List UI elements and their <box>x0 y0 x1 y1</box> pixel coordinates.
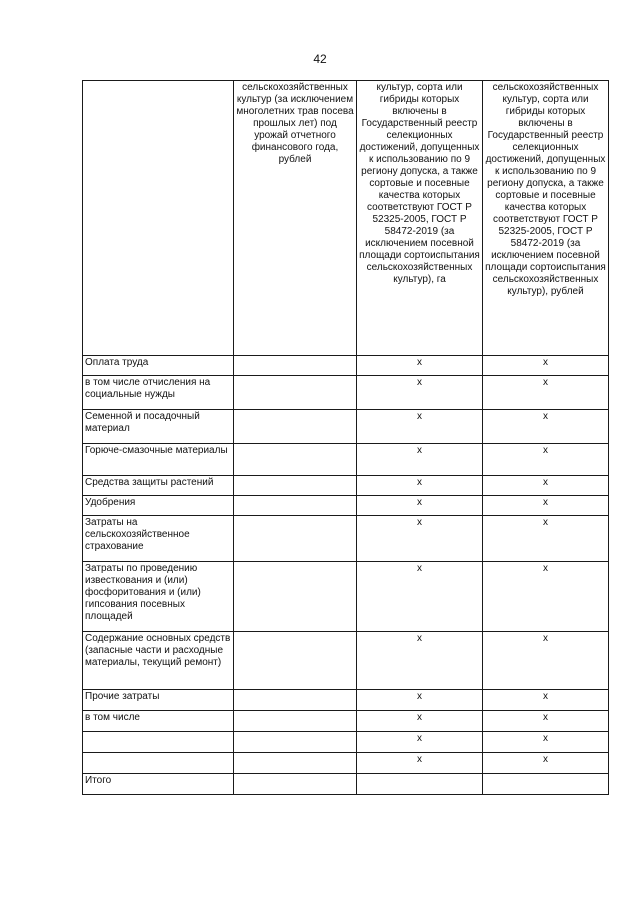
mark-cell: x <box>357 376 483 410</box>
mark-cell: x <box>483 690 609 711</box>
row-label: в том числе <box>83 711 234 732</box>
table-row <box>83 496 609 516</box>
mark-cell: x <box>357 496 483 516</box>
value-cell <box>234 732 357 753</box>
mark-cell: x <box>483 562 609 632</box>
mark-cell: x <box>357 753 483 774</box>
mark-cell: x <box>483 711 609 732</box>
mark-cell: x <box>483 732 609 753</box>
row-label: Удобрения <box>83 496 234 516</box>
header-cell-4: сельскохозяйственных культур, сорта или гибриды которых включены в Государственный реестр селекционных достижений, допущенных к использованию по 9 региону допуска, а также сортовые и посевные качества которых соответствуют ГОСТ Р 52325-2005, ГОСТ Р 58472-2019 (за исключением посевной площади сортоиспытания сельскохозяйственных культур), рублей <box>483 81 609 356</box>
row-label: Затраты по проведению известкования и (или) фосфоритования и (или) гипсования посевных площадей <box>83 562 234 632</box>
mark-cell: x <box>483 496 609 516</box>
value-cell <box>234 410 357 444</box>
table-row <box>83 476 609 496</box>
row-label: Содержание основных средств (запасные части и расходные материалы, текущий ремонт) <box>83 632 234 690</box>
table-row <box>83 376 609 410</box>
table-row <box>83 690 609 711</box>
mark-cell: x <box>483 516 609 562</box>
table-row <box>83 516 609 562</box>
mark-cell: x <box>483 753 609 774</box>
value-cell <box>234 496 357 516</box>
mark-cell: x <box>357 732 483 753</box>
table-row <box>83 410 609 444</box>
mark-cell: x <box>357 476 483 496</box>
mark-cell <box>357 774 483 795</box>
mark-cell: x <box>357 516 483 562</box>
mark-cell: x <box>483 444 609 476</box>
row-label: Средства защиты растений <box>83 476 234 496</box>
mark-cell: x <box>357 356 483 376</box>
value-cell <box>234 444 357 476</box>
value-cell <box>234 753 357 774</box>
value-cell <box>234 562 357 632</box>
value-cell <box>234 774 357 795</box>
row-label <box>83 753 234 774</box>
value-cell <box>234 690 357 711</box>
page-number: 42 <box>313 52 327 66</box>
mark-cell: x <box>357 444 483 476</box>
header-cell-3: культур, сорта или гибриды которых включены в Государственный реестр селекционных достижений, допущенных к использованию по 9 региону допуска, а также сортовые и посевные качества которых соответствуют ГОСТ Р 52325-2005, ГОСТ Р 58472-2019 (за исключением посевной площади сортоиспытания сельскохозяйственных культур), га <box>357 81 483 356</box>
mark-cell: x <box>357 711 483 732</box>
mark-cell <box>483 774 609 795</box>
mark-cell: x <box>357 562 483 632</box>
mark-cell: x <box>483 356 609 376</box>
cost-table <box>82 80 609 795</box>
table-row <box>83 562 609 632</box>
table-header-row <box>83 81 609 356</box>
row-label: Семенной и посадочный материал <box>83 410 234 444</box>
row-label: Горюче-смазочные материалы <box>83 444 234 476</box>
mark-cell: x <box>483 410 609 444</box>
table-row <box>83 632 609 690</box>
header-cell-1 <box>83 81 234 356</box>
row-label: в том числе отчисления на социальные нужды <box>83 376 234 410</box>
value-cell <box>234 632 357 690</box>
row-label: Затраты на сельскохозяйственное страхование <box>83 516 234 562</box>
table-row-total <box>83 774 609 795</box>
mark-cell: x <box>357 632 483 690</box>
mark-cell: x <box>483 476 609 496</box>
mark-cell: x <box>357 690 483 711</box>
row-label: Прочие затраты <box>83 690 234 711</box>
value-cell <box>234 356 357 376</box>
row-label: Оплата труда <box>83 356 234 376</box>
table-row <box>83 732 609 753</box>
row-label <box>83 732 234 753</box>
row-label: Итого <box>83 774 234 795</box>
mark-cell: x <box>483 632 609 690</box>
value-cell <box>234 516 357 562</box>
table-row <box>83 444 609 476</box>
table-row <box>83 711 609 732</box>
mark-cell: x <box>483 376 609 410</box>
table-row <box>83 356 609 376</box>
value-cell <box>234 711 357 732</box>
value-cell <box>234 376 357 410</box>
mark-cell: x <box>357 410 483 444</box>
header-cell-2: сельскохозяйственных культур (за исключением многолетних трав посева прошлых лет) под урожай отчетного финансового года, рублей <box>234 81 357 356</box>
value-cell <box>234 476 357 496</box>
table-row <box>83 753 609 774</box>
